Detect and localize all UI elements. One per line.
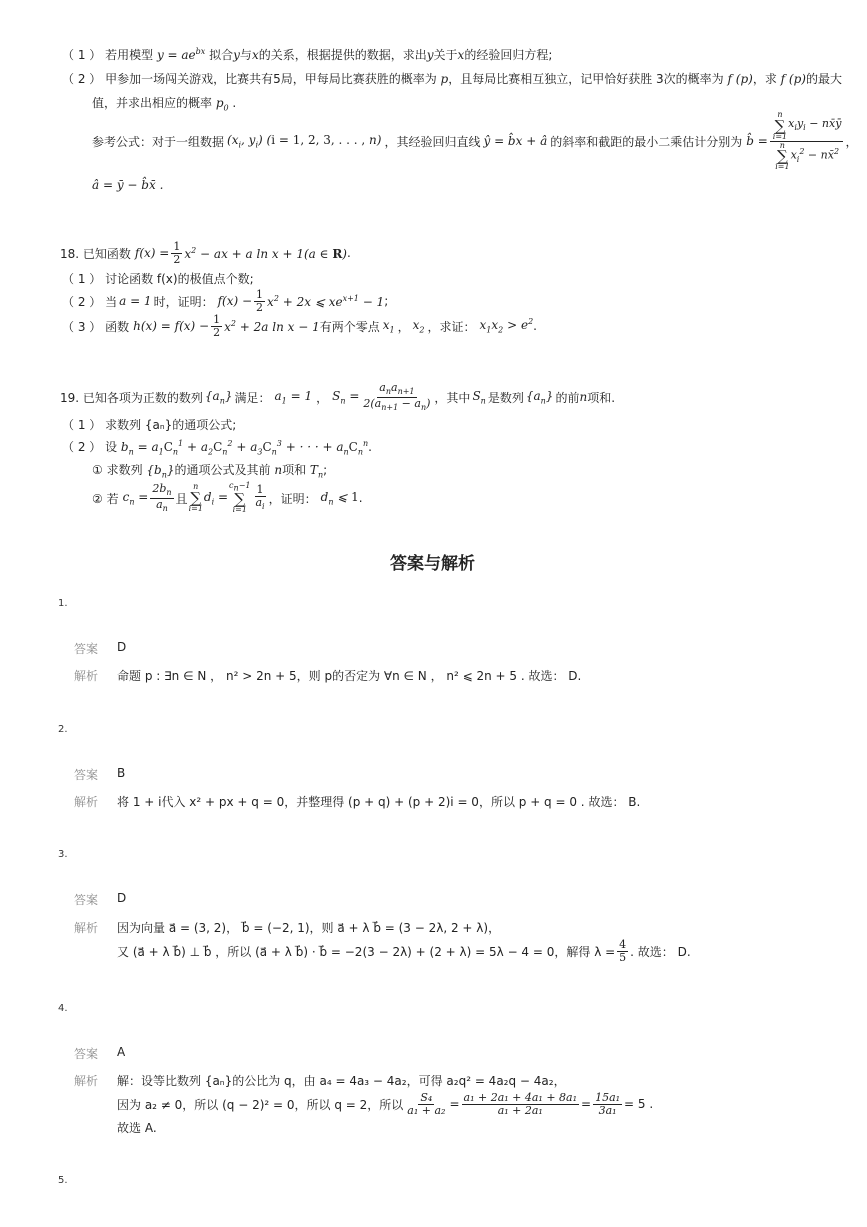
explain-1-label: 解析 (74, 669, 99, 683)
answer-2-label: 答案 (74, 768, 99, 782)
explain-3-line2: 又 (a⃗ + λ b⃗) ⊥ b⃗ ，所以 (a⃗ + λ b⃗) · b⃗ = −2(3 − 2λ) + (2 + λ) = 5λ − 4 = 0，解得 λ = $\frac{4}{5}$ . 故选： D. (117, 937, 691, 964)
answers-section-title: 答案与解析 (390, 554, 475, 574)
q19-sub1: ① 求数列 $\{b_n\}$的通项公式及其前 n项和 $T_n$; (92, 463, 328, 480)
answer-4-value: A (117, 1045, 126, 1059)
q19-sub2: ② 若 $c_n$ = $\frac{2b_n}{a_n}$ 且 n ∑ i=1 $d_i$ = $c_n-1$ ∑ i=1 $\frac{1}{a_i}$ ，证明： $d_n$ ⩽ 1 . (92, 480, 363, 515)
q18-title: 18. 已知函数 f(x) = $\frac{1}{2}$ $x^2$ − ax + a ln x + 1(a ∈ R) . (60, 239, 351, 266)
q17-part1-prefix: （ 1 ） (62, 48, 102, 62)
q19-part1: （ 1 ） 求数列 {aₙ}的通项公式; (62, 418, 237, 432)
answer-4-label: 答案 (74, 1047, 99, 1061)
q17-part1: （ 1 ） 若用模型 $y = ae^{bx}$ 拟合y与x的关系，根据提供的数据，求出y关于x的经验回归方程; (62, 47, 553, 62)
answer-1-value: D (117, 640, 127, 654)
answer-2-number: 2. (58, 724, 68, 735)
q18-part1: （ 1 ） 讨论函数 f(x)的极值点个数; (62, 272, 254, 286)
explain-4-line3: 故选 A. (117, 1121, 157, 1135)
answer-3-value: D (117, 891, 127, 905)
q17-reference-intercept: â = ȳ − b̂x̄ . (92, 178, 164, 192)
answer-3-number: 3. (58, 849, 68, 860)
q19-title: 19. 已知各项为正数的数列 $\{a_n\}$ 满足： $a_1 = 1$ ， $S_n$ = $\frac{a_na_{n+1}}{2(a_{n+1} - a_n)}$ ，其中 $S_n$ 是数列 $\{a_n\}$ 的前 n 项和. (60, 380, 616, 412)
q17-part2-line2: 值，并求出相应的概率 $p_0$ . (92, 96, 237, 113)
q17-part2: （ 2 ） 甲参加一场闯关游戏，比赛共有5局，甲每局比赛获胜的概率为 p，且每局比赛相互独立，记甲恰好获胜 3次的概率为 f (p)，求 f (p)的最大 (62, 72, 842, 86)
answer-3-label: 答案 (74, 893, 99, 907)
answer-2-value: B (117, 766, 126, 780)
answer-4-number: 4. (58, 1003, 68, 1014)
explain-1-text: 命题 p : ∃n ∈ N ， n² > 2n + 5，则 p的否定为 ∀n ∈ N ， n² ⩽ 2n + 5 . 故选： D. (117, 669, 582, 683)
explain-4-line2: 因为 a₂ ≠ 0，所以 (q − 2)² = 0，所以 q = 2，所以 $\frac{\text{S₄}}{\text{a₁ + a₂}}$ = $\frac{\text{a₁ + 2a₁ + 4a₁ + 8a₁}}{\text{a₁ + 2a₁}}$ = $\frac{\text{15a₁}}{\text{3a₁}}$ = 5 . (117, 1090, 654, 1117)
q18-part2: （ 2 ） 当 a = 1 时，证明： f(x) − $\frac{1}{2}$ $x^2 + 2x$ ⩽ $xe^{x+1} - 1$ ; (62, 287, 389, 314)
explain-3-label: 解析 (74, 921, 99, 935)
explain-2-label: 解析 (74, 795, 99, 809)
explain-4-line1: 解：设等比数列 {aₙ}的公比为 q，由 a₄ = 4a₃ − 4a₂，可得 a₂q² = 4a₂q − 4a₂， (117, 1074, 566, 1088)
answer-1-number: 1. (58, 598, 68, 609)
q17-reference-formula: 参考公式：对于一组数据 ($x_i$, $y_i$) (i = 1, 2, 3, . . . , n) ，其经验回归直线 ŷ = b̂x + â 的斜率和截距的最小二乘估计分别为 b̂ = n ∑ i=1 $x_iy_i$ − nx̄ȳ n ∑ i=1 $x_i^2$ − nx̄$^2$ ， (92, 110, 858, 172)
answer-5-number: 5. (58, 1175, 68, 1186)
explain-2-text: 将 1 + i代入 x² + px + q = 0，并整理得 (p + q) + (p + 2)i = 0，所以 p + q = 0 . 故选： B. (117, 795, 641, 809)
q19-part2: （ 2 ） 设 $b_n = a_1C_n^1 + a_2C_n^2 + a_3C_n^3$ + · · · + $a_nC_n^n$. (62, 439, 372, 457)
explain-3-line1: 因为向量 a⃗ = (3, 2)， b⃗ = (−2, 1)，则 a⃗ + λ b⃗ = (3 − 2λ, 2 + λ)， (117, 921, 501, 935)
q18-part3: （ 3 ） 函数 h(x) = f(x) − $\frac{1}{2}$ $x^2 + 2a$ ln x − 1 有两个零点 $x_1$ ， $x_2$ ，求证： $x_1x_2 > e^2$ . (62, 312, 537, 339)
least-squares-fraction: n ∑ i=1 $x_iy_i$ − nx̄ȳ n ∑ i=1 $x_i^2$ − nx̄$^2$ (770, 111, 844, 171)
explain-4-label: 解析 (74, 1074, 99, 1088)
answer-1-label: 答案 (74, 642, 99, 656)
